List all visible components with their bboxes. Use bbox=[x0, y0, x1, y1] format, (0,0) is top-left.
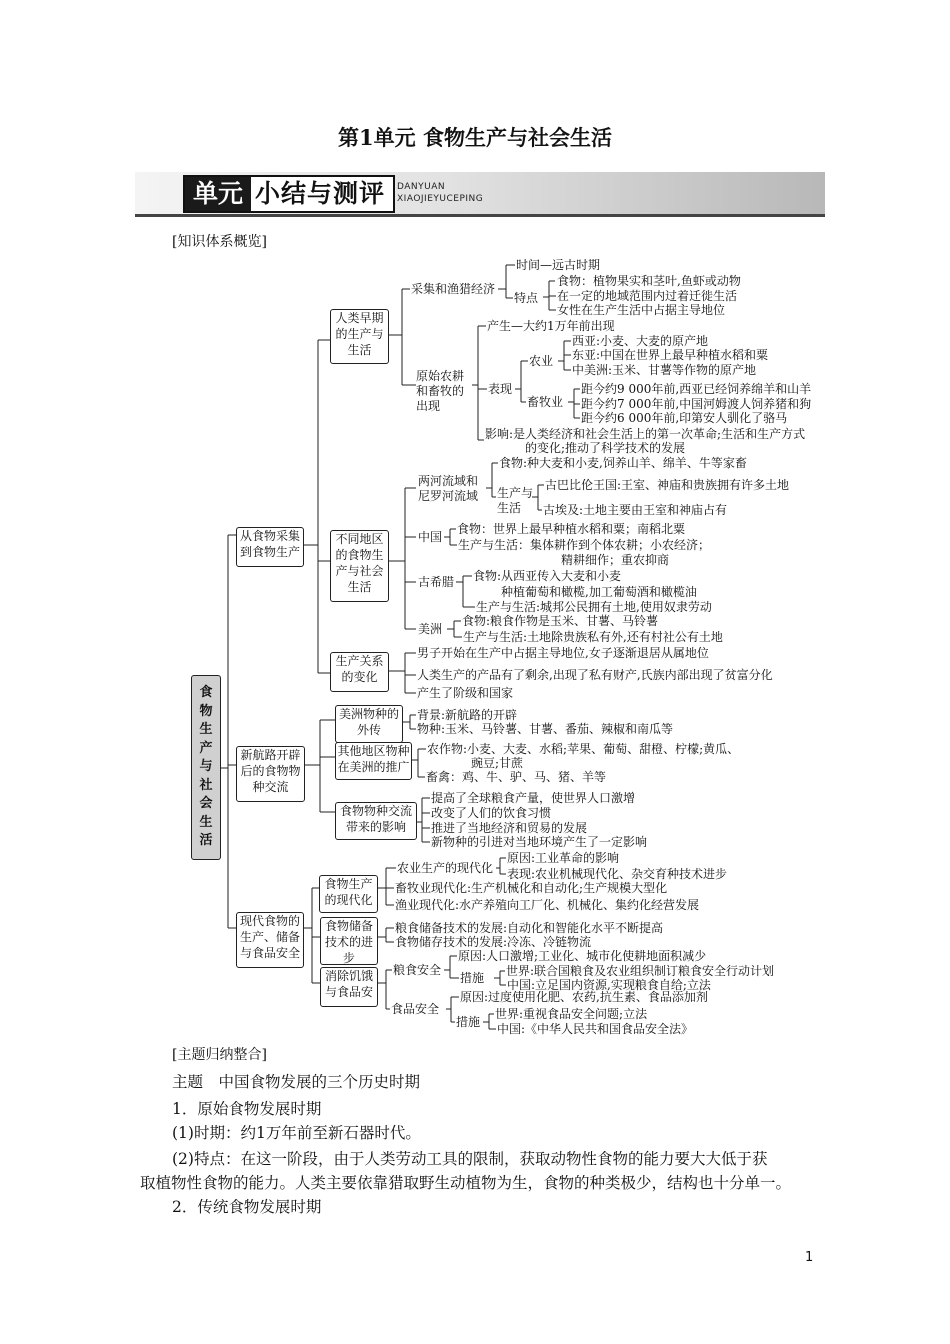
label-impact-diet: 改变了人们的饮食习惯 bbox=[431, 806, 552, 820]
label-grain-china: 中国:立足国内资源,实现粮食自给;立法 bbox=[507, 978, 711, 992]
label-two-rivers: 两河流域和尼罗河流域 bbox=[418, 474, 479, 503]
banner-pinyin-2: XIAOJIEYUCEPING bbox=[397, 194, 484, 204]
label-food-safety: 食品安全 bbox=[391, 1002, 440, 1016]
paragraph-2: (1)时期：约1万年前至新石器时代。 bbox=[172, 1124, 421, 1142]
node-regional-food-production: 不同地区的食物生产与社会生活 bbox=[330, 530, 389, 602]
label-relation-1: 男子开始在生产中占据主导地位,女子逐渐退居从属地位 bbox=[417, 646, 709, 660]
theme-heading: 主题 中国食物发展的三个历史时期 bbox=[172, 1073, 421, 1091]
label-impact-1: 影响:是人类经济和社会生活上的第一次革命;生活和生产方式 bbox=[485, 427, 806, 441]
label-relation-2: 人类生产的产品有了剩余,出现了私有财产,氏族内部出现了贫富分化 bbox=[417, 668, 773, 682]
label-time: 时间—远古时期 bbox=[516, 258, 601, 272]
node-gathering-to-production: 从食物采集到食物生产 bbox=[236, 527, 304, 567]
label-manifestation: 表现 bbox=[488, 382, 513, 396]
label-greece-prod: 生产与生活:城邦公民拥有土地,使用奴隶劳动 bbox=[476, 600, 712, 614]
label-impact-environment: 新物种的引进对当地环境产生了一定影响 bbox=[431, 835, 648, 849]
label-relation-3: 产生了阶级和国家 bbox=[417, 686, 514, 700]
label-greece: 古希腊 bbox=[418, 575, 455, 589]
label-husbandry-2: 距今约7 000年前,中国河姆渡人饲养猪和狗 bbox=[581, 397, 812, 411]
label-tworivers-food: 食物:种大麦和小麦,饲养山羊、绵羊、牛等家畜 bbox=[499, 456, 747, 470]
label-gathering-economy: 采集和渔猎经济 bbox=[411, 282, 496, 296]
label-america: 美洲 bbox=[418, 622, 443, 636]
label-impact-2: 的变化;推动了科学技术的发展 bbox=[525, 441, 686, 455]
paragraph-4: 取植物性食物的能力。人类主要依靠猎取野生动植物为生，食物的种类极少，结构也十分单一。 bbox=[140, 1174, 792, 1192]
label-america-food: 食物:粮食作物是玉米、甘薯、马铃薯 bbox=[462, 614, 659, 628]
label-agri-modernization: 农业生产的现代化 bbox=[397, 861, 494, 875]
label-grain-security: 粮食安全 bbox=[393, 963, 442, 977]
page-number: 1 bbox=[805, 1250, 814, 1265]
label-china-prod-2: 精耕细作；重农抑商 bbox=[561, 553, 670, 567]
mindmap-root: 食物生产与社会生活 bbox=[191, 675, 221, 860]
paragraph-3: (2)特点：在这一阶段，由于人类劳动工具的限制，获取动物性食物的能力要大大低于获 bbox=[172, 1150, 768, 1168]
banner-pinyin-1: DANYUAN bbox=[397, 182, 446, 192]
paragraph-1: 1．原始食物发展时期 bbox=[172, 1100, 322, 1118]
banner-dark-text: 单元 bbox=[185, 177, 251, 211]
node-food-storage-tech: 食物储备技术的进步 bbox=[320, 917, 378, 965]
section-label-overview: [知识体系概览] bbox=[172, 234, 267, 250]
label-greece-grape: 种植葡萄和橄榄,加工葡萄酒和橄榄油 bbox=[501, 585, 697, 599]
label-grain-world: 世界:联合国粮食及农业组织制订粮食安全行动计划 bbox=[506, 964, 775, 978]
node-american-species-spread: 美洲物种的外传 bbox=[335, 705, 403, 743]
label-safety-world: 世界:重视食品安全问题;立法 bbox=[495, 1007, 648, 1021]
label-food-storage: 食物储存技术的发展:冷冻、冷链物流 bbox=[395, 935, 592, 949]
node-modern-food: 现代食物的生产、储备与食品安全 bbox=[236, 912, 304, 968]
label-husbandry: 畜牧业 bbox=[527, 395, 564, 409]
label-origin: 产生—大约1万年前出现 bbox=[487, 319, 615, 333]
node-hunger-and-safety: 消除饥饿与食品安 bbox=[320, 967, 378, 1007]
label-safety-measures: 措施 bbox=[456, 1015, 481, 1029]
node-early-human-life: 人类早期的生产与生活 bbox=[330, 309, 389, 364]
label-agri-mod-manifest: 表现:农业机械现代化、杂交育种技术进步 bbox=[507, 867, 728, 881]
label-feature-food: 食物：植物果实和茎叶,鱼虾或动物 bbox=[557, 274, 741, 288]
label-features: 特点 bbox=[514, 291, 539, 305]
label-agriculture: 农业 bbox=[529, 354, 554, 368]
banner-light-text: 小结与测评 bbox=[255, 179, 386, 208]
label-china-food: 食物：世界上最早种植水稻和粟；南稻北粟 bbox=[457, 522, 686, 536]
label-greece-food: 食物:从西亚传入大麦和小麦 bbox=[473, 569, 622, 583]
label-spread-background: 背景:新航路的开辟 bbox=[417, 708, 518, 722]
label-feature-women: 女性在生产生活中占据主导地位 bbox=[557, 303, 726, 317]
label-husbandry-1: 距今约9 000年前,西亚已经饲养绵羊和山羊 bbox=[581, 382, 812, 396]
label-america-prod: 生产与生活:土地除贵族私有外,还有村社公有土地 bbox=[463, 630, 723, 644]
page-title: 第1单元 食物生产与社会生活 bbox=[338, 125, 612, 150]
label-spread-species: 物种:玉米、马铃薯、甘薯、番茄、辣椒和南瓜等 bbox=[417, 722, 674, 736]
node-species-in-america: 其他地区物种在美洲的推广 bbox=[335, 742, 412, 780]
label-primitive-farming: 原始农耕和畜牧的出现 bbox=[416, 369, 465, 413]
label-feature-migration: 在一定的地域范围内过着迁徙生活 bbox=[557, 289, 738, 303]
node-exchange-impact: 食物物种交流带来的影响 bbox=[335, 802, 417, 840]
label-impact-economy: 推进了当地经济和贸易的发展 bbox=[431, 821, 588, 835]
node-species-exchange: 新航路开辟后的食物物种交流 bbox=[236, 746, 305, 802]
label-agri-west-asia: 西亚:小麦、大麦的原产地 bbox=[572, 334, 709, 348]
label-agri-mod-cause: 原因:工业革命的影响 bbox=[507, 851, 620, 865]
label-crops: 农作物:小麦、大麦、水稻;苹果、葡萄、甜橙、柠檬;黄瓜、 bbox=[427, 742, 740, 756]
node-food-modernization: 食物生产的现代化 bbox=[319, 875, 378, 913]
label-babylon: 古巴比伦王国:王室、神庙和贵族拥有许多土地 bbox=[545, 478, 790, 492]
label-crops-2: 豌豆;甘蔗 bbox=[471, 756, 524, 770]
section-label-theme: [主题归纳整合] bbox=[172, 1047, 267, 1063]
label-safety-china: 中国:《中华人民共和国食品安全法》 bbox=[497, 1022, 694, 1036]
label-safety-cause: 原因:过度使用化肥、农药,抗生素、食品添加剂 bbox=[460, 990, 708, 1004]
label-china-prod: 生产与生活：集体耕作到个体农耕；小农经济； bbox=[458, 538, 711, 552]
label-grain-measures: 措施 bbox=[460, 971, 485, 985]
label-grain-cause: 原因:人口激增;工业化、城市化使耕地面积减少 bbox=[458, 949, 707, 963]
label-husbandry-mod: 畜牧业现代化:生产机械化和自动化;生产规模大型化 bbox=[395, 881, 668, 895]
label-china: 中国 bbox=[418, 530, 443, 544]
label-fishery-mod: 渔业现代化:水产养殖向工厂化、机械化、集约化经营发展 bbox=[395, 898, 700, 912]
paragraph-5: 2．传统食物发展时期 bbox=[172, 1198, 322, 1216]
label-impact-population: 提高了全球粮食产量，使世界人口激增 bbox=[431, 791, 636, 805]
label-grain-storage: 粮食储备技术的发展:自动化和智能化水平不断提高 bbox=[395, 921, 664, 935]
label-agri-east-asia: 东亚:中国在世界上最早种植水稻和粟 bbox=[572, 348, 769, 362]
label-tworivers-prod: 生产与生活 bbox=[497, 486, 534, 515]
label-agri-central-america: 中美洲:玉米、甘薯等作物的原产地 bbox=[572, 363, 757, 377]
label-livestock: 畜禽：鸡、牛、驴、马、猪、羊等 bbox=[426, 770, 607, 784]
node-production-relations: 生产关系的变化 bbox=[330, 652, 389, 692]
label-husbandry-3: 距今约6 000年前,印第安人驯化了骆马 bbox=[581, 411, 788, 425]
label-egypt: 古埃及:土地主要由王室和神庙占有 bbox=[543, 503, 728, 517]
